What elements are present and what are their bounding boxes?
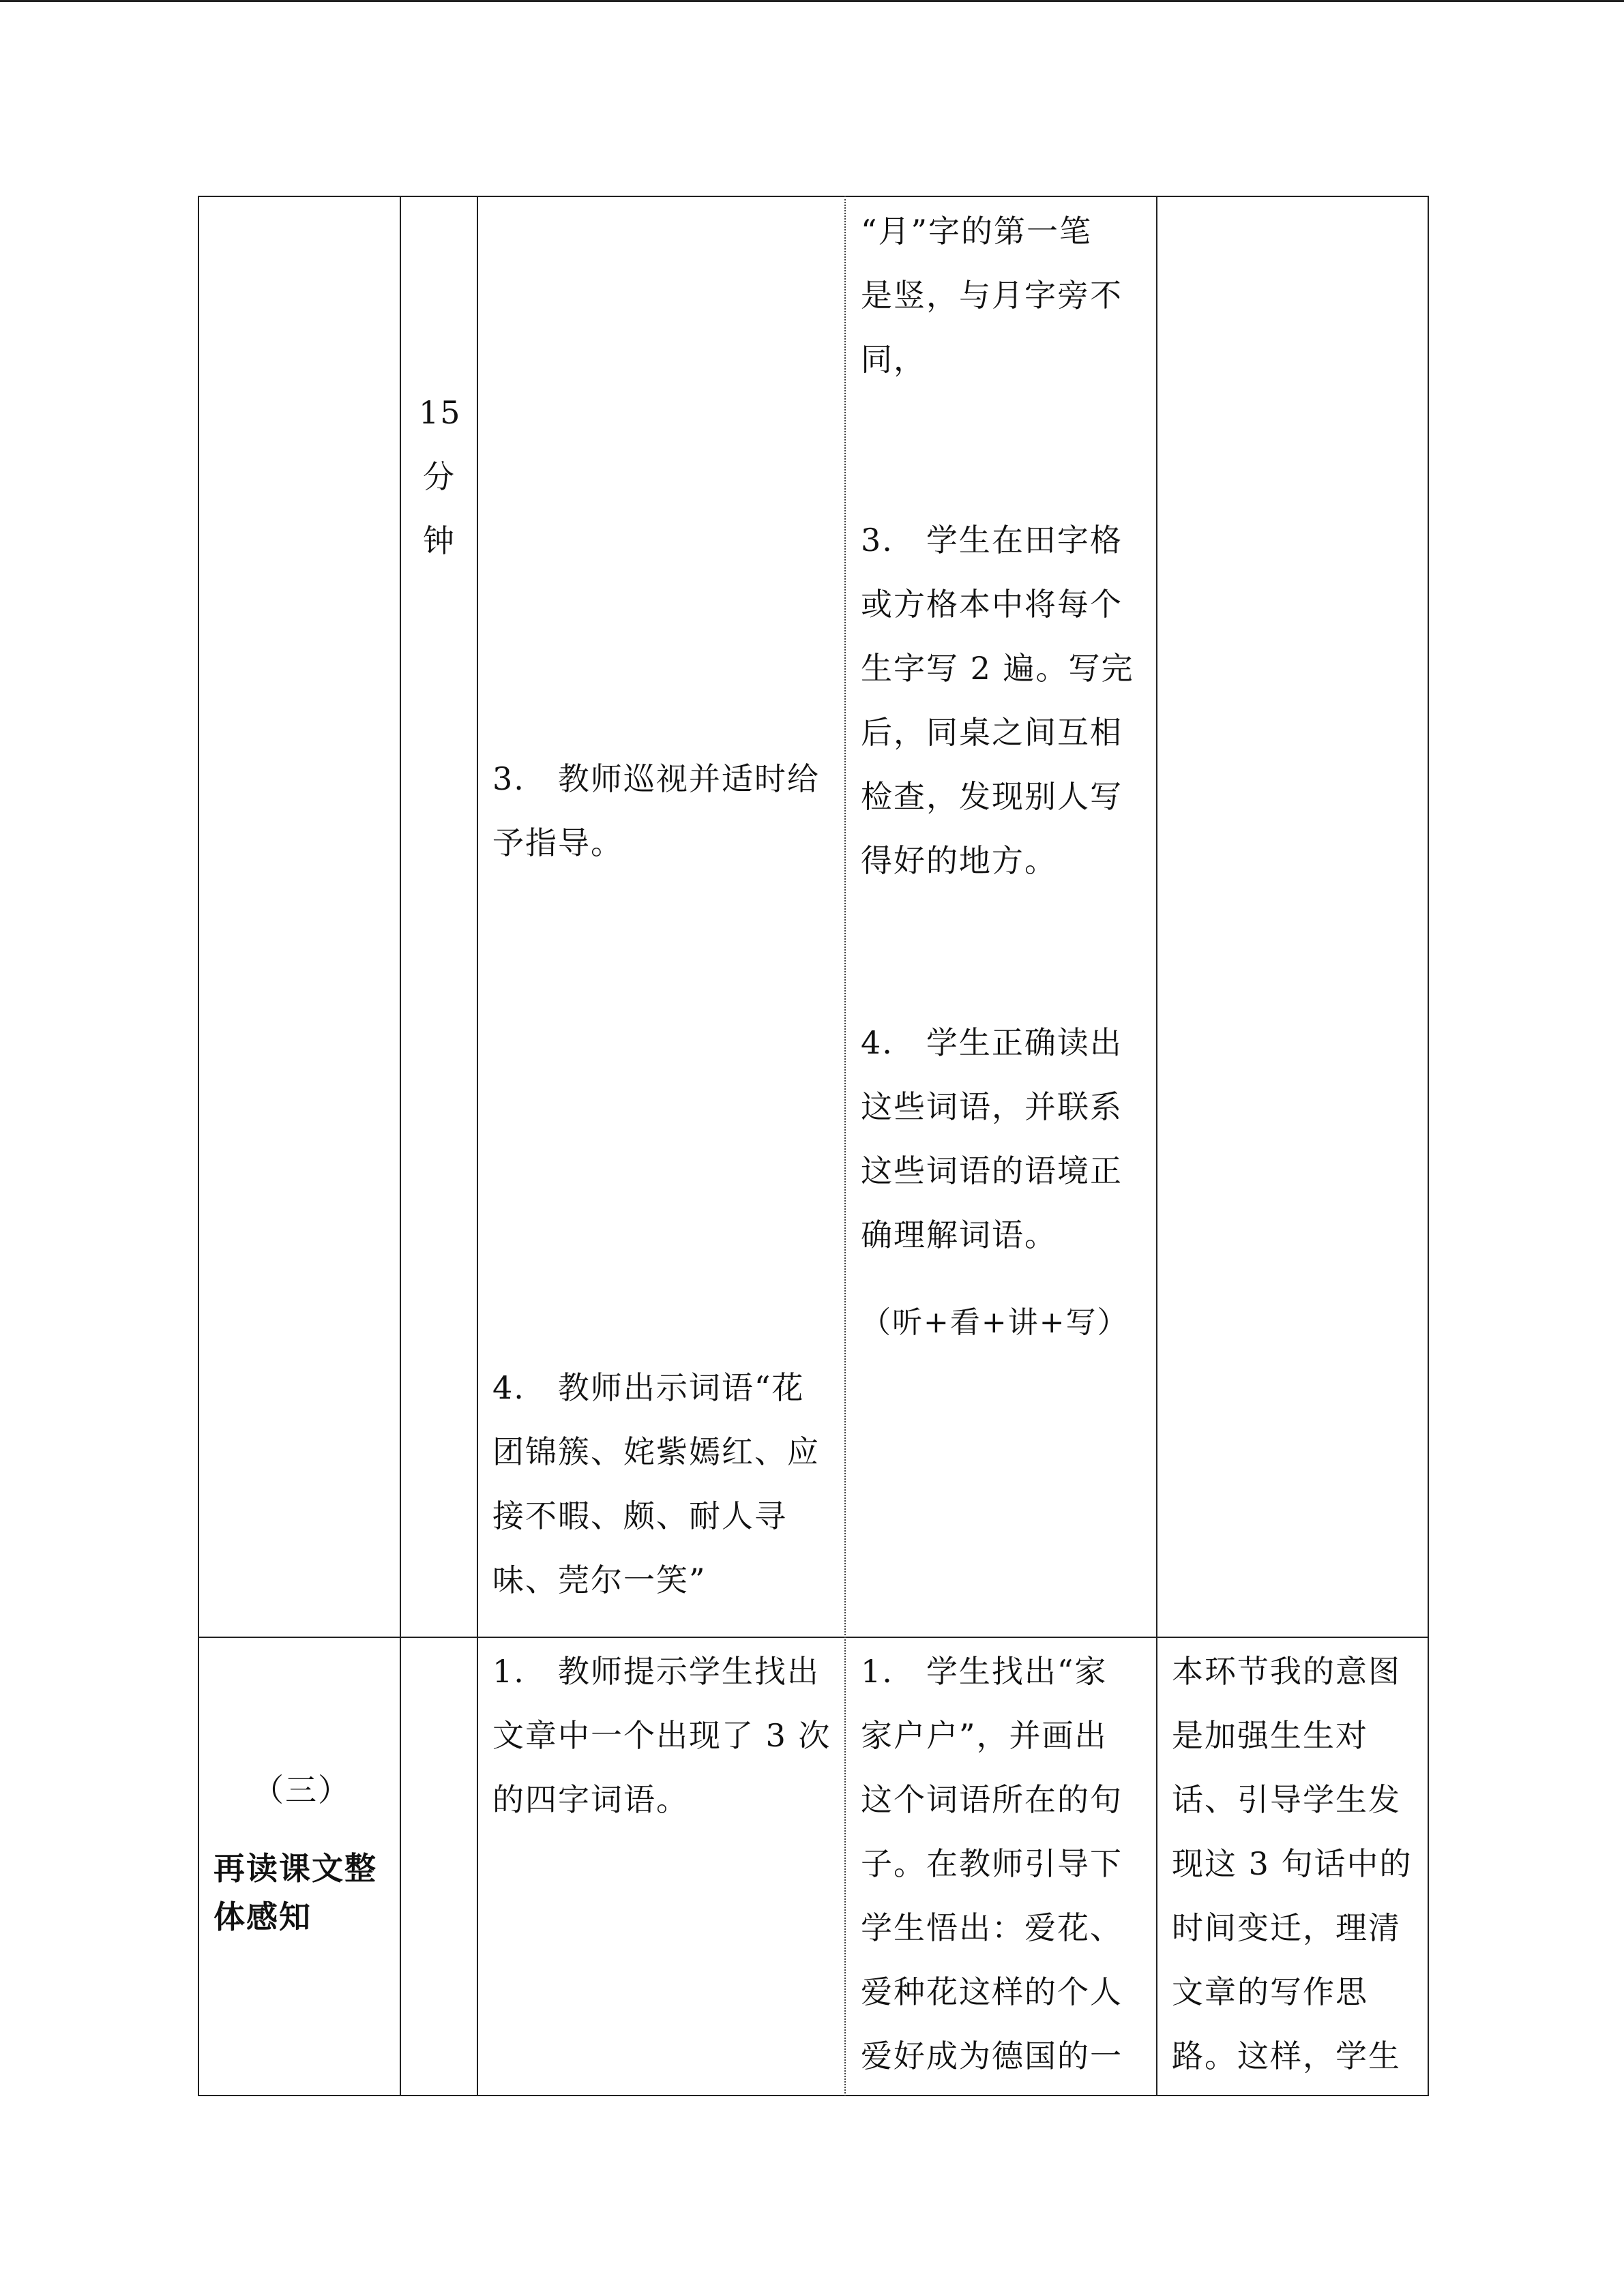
student-step-4-line-1: 4. 学生正确读出 — [861, 1024, 1123, 1061]
teacher-step-4-line-2: 团锦簇、姹紫嫣红、应 — [492, 1433, 820, 1470]
col-border-teacher-student — [844, 196, 846, 2096]
row2-student-line-4: 子。在教师引导下 — [861, 1845, 1123, 1882]
time-unit-zhong: 钟 — [423, 522, 456, 559]
section-title-line-1: 再读课文整 — [213, 1850, 377, 1887]
time-number: 15 — [419, 394, 462, 431]
section-number: （三） — [252, 1772, 351, 1808]
row2-intent-line-3: 话、引导学生发 — [1172, 1781, 1401, 1818]
teacher-step-3-line-1: 3. 教师巡视并适时给 — [492, 760, 820, 797]
col-border-left — [198, 196, 199, 2096]
student-note-line-1: “月”字的第一笔 — [861, 213, 1093, 250]
row2-intent-line-5: 时间变迁，理清 — [1172, 1909, 1401, 1946]
student-method-note: （听+看+讲+写） — [861, 1305, 1129, 1340]
teacher-step-4-line-3: 接不暇、颇、耐人寻 — [492, 1497, 787, 1534]
teacher-step-4-line-4: 味、莞尔一笑” — [492, 1562, 707, 1598]
col-border-time-teacher — [477, 196, 478, 2096]
time-unit-fen: 分 — [423, 458, 456, 495]
student-step-3-line-3: 生字写 2 遍。写完 — [861, 650, 1134, 687]
student-step-3-line-6: 得好的地方。 — [861, 842, 1057, 879]
row2-intent-line-1: 本环节我的意图 — [1172, 1653, 1401, 1690]
row2-student-line-6: 爱种花这样的个人 — [861, 1973, 1123, 2010]
col-border-stage-time — [400, 196, 401, 2096]
row2-teacher-line-3: 的四字词语。 — [492, 1781, 689, 1818]
teacher-step-4-line-1: 4. 教师出示词语“花 — [492, 1369, 805, 1406]
student-step-3-line-4: 后，同桌之间互相 — [861, 714, 1123, 751]
row2-intent-line-6: 文章的写作思 — [1172, 1973, 1368, 2010]
page-top-border — [0, 0, 1624, 2]
row2-student-line-7: 爱好成为德国的一 — [861, 2038, 1123, 2074]
student-step-4-line-3: 这些词语的语境正 — [861, 1152, 1123, 1189]
row2-teacher-line-1: 1. 教师提示学生找出 — [492, 1653, 820, 1690]
row2-student-line-5: 学生悟出：爱花、 — [861, 1909, 1123, 1946]
col-border-student-intent — [1156, 196, 1157, 2096]
table-top-border — [198, 196, 1429, 197]
table-bottom-border — [198, 2095, 1429, 2096]
row2-teacher-line-2: 文章中一个出现了 3 次 — [492, 1717, 831, 1754]
student-note-line-3: 同， — [861, 341, 926, 378]
row2-student-line-1: 1. 学生找出“家 — [861, 1653, 1108, 1690]
col-border-right — [1428, 196, 1429, 2096]
student-note-line-2: 是竖，与月字旁不 — [861, 277, 1123, 314]
student-step-4-line-4: 确理解词语。 — [861, 1217, 1057, 1253]
row-divider — [198, 1637, 1429, 1638]
teacher-step-3-line-2: 予指导。 — [492, 824, 623, 861]
student-step-3-line-5: 检查，发现别人写 — [861, 778, 1123, 815]
row2-intent-line-2: 是加强生生对 — [1172, 1717, 1368, 1754]
row2-student-line-2: 家户户”，并画出 — [861, 1717, 1108, 1754]
student-step-3-line-2: 或方格本中将每个 — [861, 586, 1123, 623]
row2-student-line-3: 这个词语所在的句 — [861, 1781, 1123, 1818]
section-title-line-2: 体感知 — [213, 1898, 312, 1935]
student-step-3-line-1: 3. 学生在田字格 — [861, 522, 1123, 558]
row2-intent-line-7: 路。这样，学生 — [1172, 2038, 1401, 2074]
row2-intent-line-4: 现这 3 句话中的 — [1172, 1845, 1413, 1882]
student-step-4-line-2: 这些词语，并联系 — [861, 1088, 1123, 1125]
